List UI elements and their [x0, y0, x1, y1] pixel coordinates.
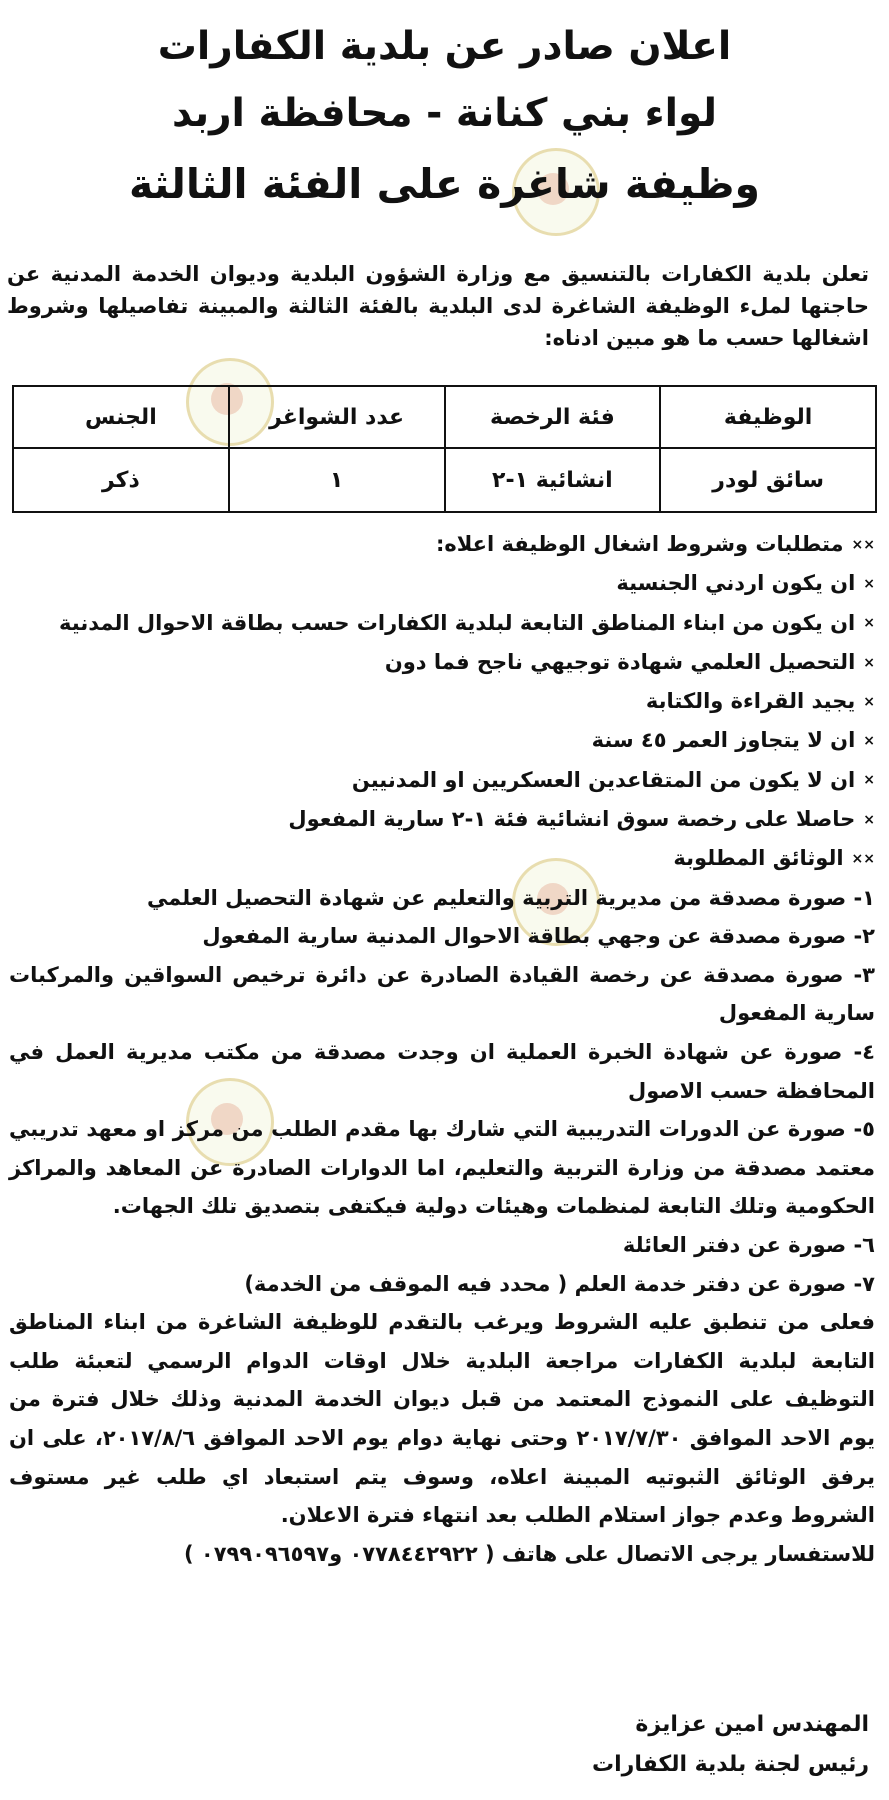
list-item: ×حاصلا على رخصة سوق انشائية فئة ١-٢ سارية المفعول: [9, 800, 875, 839]
signatory-role: رئيس لجنة بلدية الكفارات: [592, 1752, 869, 1777]
double-cross-marker: ××: [851, 851, 875, 868]
table-header-gender: الجنس: [13, 386, 229, 448]
header: [0, 14, 889, 220]
list-item: ١- صورة مصدقة من مديرية التربية والتعليم عن شهادة التحصيل العلمي: [146, 885, 875, 910]
list-item: ×ان لا يكون من المتقاعدين العسكريين او المدنيين: [9, 761, 875, 800]
list-item: ×ان لا يتجاوز العمر ٤٥ سنة: [9, 721, 875, 760]
signature-block: [592, 1705, 869, 1785]
cross-marker: ×: [863, 733, 875, 750]
table-header-row: [13, 386, 876, 448]
list-item: ٣- صورة مصدقة عن رخصة القيادة الصادرة عن دائرة ترخيص السواقين والمركبات سارية المفعول: [9, 962, 875, 1026]
table-header-job: الوظيفة: [660, 386, 876, 448]
cross-marker: ×: [863, 693, 875, 710]
list-item: ٤- صورة عن شهادة الخبرة العملية ان وجدت مصدقة من مكتب مديرية العمل في المحافظة حسب الاصول: [9, 1040, 875, 1103]
title-line-1: اعلان صادر عن بلدية الكفارات: [157, 24, 732, 69]
vacancy-table: [12, 385, 877, 513]
table-cell-license: انشائية ١-٢: [445, 448, 661, 512]
list-item: ×ان يكون من ابناء المناطق التابعة لبلدية الكفارات حسب بطاقة الاحوال المدنية: [9, 604, 875, 643]
table-header-license: فئة الرخصة: [445, 386, 661, 448]
cross-marker: ×: [863, 576, 875, 592]
cross-marker: ×: [863, 615, 875, 632]
list-item: ٧- صورة عن دفتر خدمة العلم ( محدد فيه الموقف من الخدمة): [244, 1271, 875, 1296]
list-item: ٦- صورة عن دفتر العائلة: [622, 1233, 875, 1258]
double-cross-marker: ××: [851, 536, 875, 553]
table-cell-gender: ذكر: [13, 448, 229, 512]
closing-paragraph: فعلى من تنطبق عليه الشروط ويرغب بالتقدم للوظيفة الشاغرة من ابناء المناطق التابعة لبلدية الكفارات مراجعة البلدية خلال اوقات الدوام الرسمي لتعبئة طلب التوظيف على النموذج المعتمد من قبل ديوان الخدمة المدنية وذلك خلال فترة من يوم الاحد الموافق ٢٠١٧/٧/٣٠ وحتى نهاية دوام يوم الاحد الموافق ٢٠١٧/٨/٦، على ان يرفق الوثائق الثبوتيه المبينة اعلاه، وسوف يتم استبعاد اي طلب غير مستوف الشروط وعدم جواز استلام الطلب بعد انتهاء فترة الاعلان.: [9, 1310, 876, 1528]
list-item: ×التحصيل العلمي شهادة توجيهي ناجح فما دون: [9, 643, 875, 682]
cross-marker: ×: [863, 772, 875, 789]
list-item: ×ان يكون اردني الجنسية: [9, 564, 875, 603]
cross-marker: ×: [863, 654, 875, 671]
list-item: ٥- صورة عن الدورات التدريبية التي شارك بها مقدم الطلب من مركز او معهد تدريبي معتمد مصدقة من وزارة التربية والتعليم، اما الدوارات الصادرة عن المعاهد والمراكز الحكومية وتلك التابعة لمنظمات وهيئات دولية فيكتفى بتصديق تلك الجهات.: [9, 1117, 875, 1219]
intro-paragraph: تعلن بلدية الكفارات بالتنسيق مع وزارة الشؤون البلدية وديوان الخدمة المدنية عن حاجتها لملء الوظيفة الشاغرة لدى البلدية بالفئة الثالثة والمبينة تفاصيلها وشروط اشغالها حسب ما هو مبين ادناه:: [7, 262, 869, 350]
contact-line: للاستفسار يرجى الاتصال على هاتف ( ٠٧٧٨٤٤٢٩٢٢ و٠٧٩٩٠٩٦٥٩٧ ): [183, 1541, 875, 1566]
announcement-body: [9, 525, 875, 1573]
cross-marker: ×: [863, 811, 875, 828]
table-cell-job: سائق لودر: [660, 448, 876, 512]
list-item: ٢- صورة مصدقة عن وجهي بطاقة الاحوال المدنية سارية المفعول: [202, 924, 875, 949]
title-line-2: لواء بني كنانة - محافظة اربد: [171, 91, 718, 136]
table-header-vacancies: عدد الشواغر: [229, 386, 445, 448]
title-line-3: وظيفة شاغرة على الفئة الثالثة: [128, 160, 761, 208]
requirements-heading: ××متطلبات وشروط اشغال الوظيفة اعلاه:: [9, 525, 875, 564]
table-cell-vacancies: ١: [229, 448, 445, 512]
documents-heading: ××الوثائق المطلوبة: [9, 839, 875, 878]
signatory-name: المهندس امين عزايزة: [635, 1712, 869, 1737]
list-item: ×يجيد القراءة والكتابة: [9, 682, 875, 721]
table-row: [13, 448, 876, 512]
